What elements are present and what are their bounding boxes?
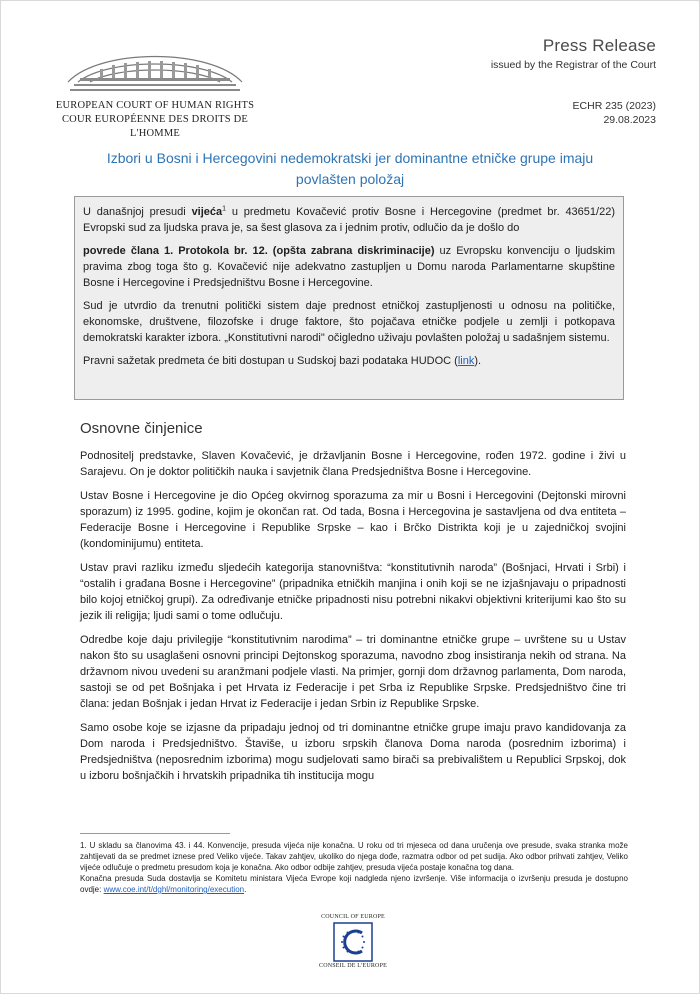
body-paragraph: Samo osobe koje se izjasne da pripadaju jednoj od tri dominantne etničke grupe imaju pravo kandidovanja za Dom naroda i Predsjedništvo. Štaviše, u izboru srpskih članova Doma naroda (posrednim izborima) i Predsjedništva (neposrednim izborima) mogu sudjelovati samo birači sa prebivalištem u Republici Srpskoj, dok u izboru bošnjačkih i hrvatskih pripadnika tih institucija mogu (80, 722, 626, 782)
press-release-header (491, 36, 656, 71)
reference-number: ECHR 235 (2023) (572, 100, 656, 112)
summary-paragraph-2 (83, 243, 615, 291)
coe-name-en: COUNCIL OF EUROPE (321, 914, 385, 920)
headline (60, 148, 640, 190)
summary-text: uz Evropsku konvenciju o ljudskim pravima zbog toga što g. Kovačević nije adekvatno zastupljen u Domu naroda Parlamentarne skupštine Bosne i Hercegovine i Predsjedništvu Bosne i Hercegovine. (83, 245, 615, 289)
footnote-text: Konačna presuda Suda dostavlja se Komitetu ministara Vijeća Evrope koji nadgleda njeno izvršenje. Više informacija o izvršenju presuda je dostupno ovdje: (80, 874, 628, 894)
summary-bold-chamber: vijeća (191, 206, 223, 218)
footnote-2 (80, 873, 628, 895)
headline-line-2: povlašten položaj (295, 171, 405, 187)
footnotes (80, 840, 628, 895)
summary-text: ). (474, 355, 482, 367)
summary-text: U današnjoj presudi (83, 206, 192, 218)
body-paragraph: Ustav Bosne i Hercegovine je dio Općeg okvirnog sporazuma za mir u Bosni i Hercegovini (Dejtonski mirovni sporazum) iz 1995. godine, kojim je okončan rat. Od tada, Bosna i Hercegovina je sastavljena od dva entiteta – Federacije Bosne i Hercegovine i Republike Srpske – kao i Brčko Distrikta koji je u zajedničkoj svojini (kondominijumu) entiteta. (80, 490, 626, 550)
summary-paragraph-3: Sud je utvrdio da trenutni politički sistem daje prednost etničkoj zastupljenosti u odnosu na političke, ekonomske, društvene, filozofske i druge faktore, što pojačava etničke podjele u zemlji i potkopava demokratski karakter izbora. „Konstitutivni narodi" očigledno uživaju povlašten položaj u sadašnjem sistemu. (83, 300, 615, 344)
court-name (40, 99, 270, 141)
coe-name-fr: CONSEIL DE L'EUROPE (319, 963, 387, 969)
summary-text: u predmetu Kovačević protiv Bosne i Hercegovine (predmet br. 43651/22) Evropski sud za ljudska prava je, sa šest glasova za i jednim protiv, odlučio da je došlo do (83, 206, 615, 234)
release-date: 29.08.2023 (603, 114, 656, 126)
footnote-text: . (244, 885, 247, 894)
summary-paragraph-4 (83, 353, 615, 369)
issued-by: issued by the Registrar of the Court (490, 59, 656, 71)
footnote-divider (80, 833, 230, 834)
section-title: Osnovne činjenice (80, 420, 203, 437)
summary-box (74, 196, 624, 400)
court-name-fr: COUR EUROPÉENNE DES DROITS DE L'HOMME (61, 114, 249, 139)
reference-block (573, 99, 656, 127)
council-of-europe-logo-icon (333, 922, 373, 962)
court-name-en: EUROPEAN COURT OF HUMAN RIGHTS (55, 100, 255, 111)
footnote-ref[interactable]: 1 (222, 205, 227, 213)
hudoc-link[interactable]: link (457, 355, 475, 367)
body-paragraph: Podnositelj predstavke, Slaven Kovačević, je državljanin Bosne i Hercegovine, rođen 1972. godine i živi u Sarajevu. On je doktor političkih nauka i savjetnik člana Predsjedništva Bosne i Hercegovine. (80, 450, 626, 478)
press-release-title: Press Release (542, 36, 656, 55)
section-body (80, 448, 626, 792)
footnote-1: 1. U skladu sa članovima 43. i 44. Konvencije, presuda vijeća nije konačna. U roku od tri mjeseca od dana uručenja ove presude, svaka stranka može zahtijevati da se predmet iznese pred Veliko vijeće. Takav zahtjev, ukoliko do njega dođe, razmatra odbor od pet sudija. Ako odbor prihvati zahtjev, Veliko vijeće odlučuje o predmetu presudom koja je konačna. Ako odbor odbije zahtjev, presuda vijeća postaje konačna tog dana. (80, 841, 628, 872)
summary-bold-violation: povrede člana 1. Protokola br. 12. (opšta zabrana diskriminacije) (83, 245, 435, 257)
council-of-europe-mark (318, 914, 388, 969)
body-paragraph: Ustav pravi razliku između sljedećih kategorija stanovništva: “konstitutivnih naroda” (Bošnjaci, Hrvati i Srbi) i “ostalih i građana Bosne i Hercegovine” (pripadnika etničkih manjina i onih koji se ne izjašnjavaju o pripadnosti bilo kojoj etničkoj grupi). Za određivanje etničke pripadnosti nisu potrebni nikakvi objektivni kriterijumi kao što su jezik ili religija; ljudi sami o tome odlučuju. (80, 562, 626, 622)
body-paragraph: Odredbe koje daju privilegije “konstitutivnim narodima” – tri dominantne etničke grupe – uvrštene su u Ustav nakon što su usaglašeni osnovni principi Dejtonskog sporazuma, navodno zbog insistiranja nekih od strana. Na državnom nivou uvedeni su aranžmani podjele vlasti. Na primjer, gornji dom državnog parlamenta, Dom naroda, sastoji se od pet Bošnjaka i pet Hrvata iz Federacije i pet Srba iz Republike Srpske. Predsjedništvo čine tri člana: jedan Bošnjak i jedan Hrvat iz Federacije i jedan Srbin iz Republike Srpske. (80, 634, 626, 710)
execution-link[interactable]: www.coe.int/t/dghl/monitoring/execution (103, 885, 245, 894)
summary-text: Pravni sažetak predmeta će biti dostupan u Sudskoj bazi podataka HUDOC ( (83, 355, 458, 367)
headline-line-1: Izbori u Bosni i Hercegovini nedemokratski jer dominantne etničke grupe imaju (106, 150, 594, 166)
summary-paragraph-1 (83, 204, 615, 236)
echr-building-logo-icon (60, 40, 250, 100)
